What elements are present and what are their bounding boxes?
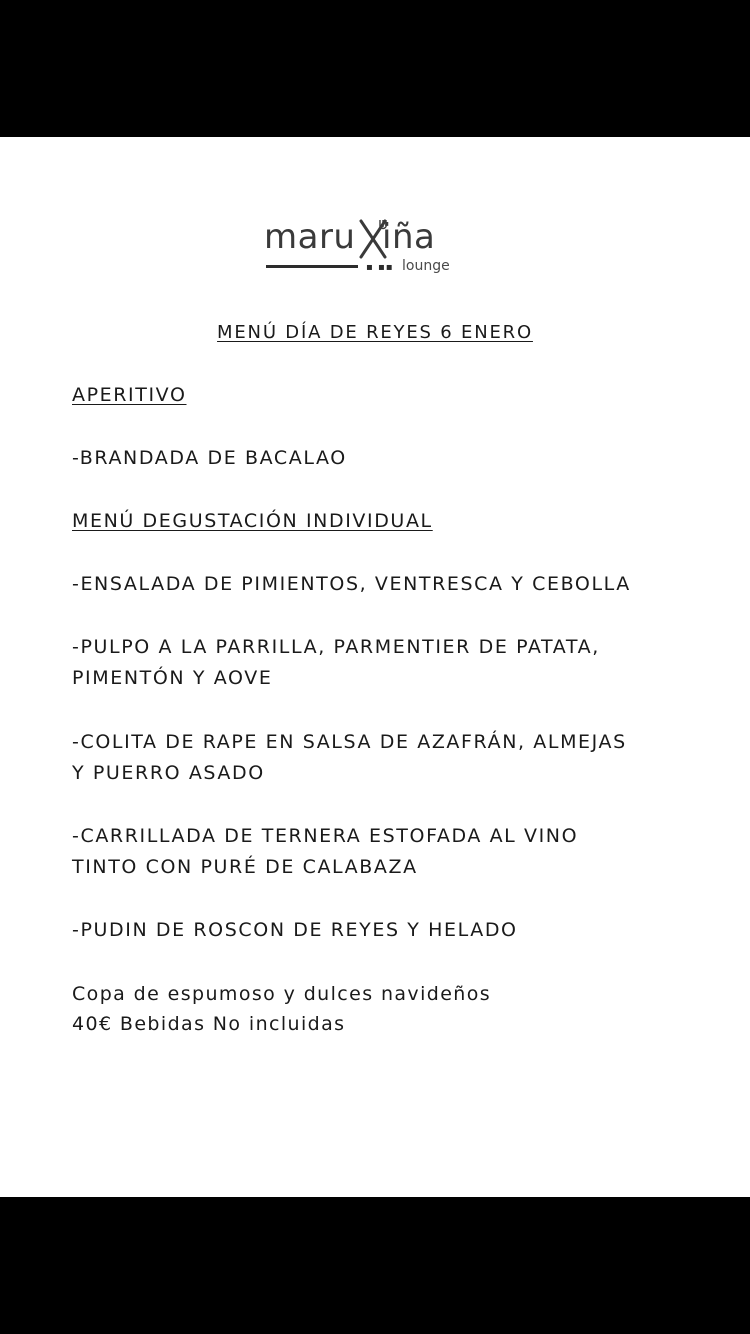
top-black-bar bbox=[0, 0, 750, 137]
bottom-black-bar bbox=[0, 1197, 750, 1334]
menu-item-continued: Y PUERRO ASADO bbox=[72, 762, 265, 784]
menu-title: MENÚ DÍA DE REYES 6 ENERO bbox=[217, 322, 533, 343]
menu-item: -PUDIN DE ROSCON DE REYES Y HELADO bbox=[72, 919, 518, 941]
menu-item-continued: TINTO CON PURÉ DE CALABAZA bbox=[72, 856, 418, 878]
restaurant-logo bbox=[262, 215, 462, 279]
logo-underline bbox=[266, 265, 358, 268]
menu-item: -ENSALADA DE PIMIENTOS, VENTRESCA Y CEBOLLA bbox=[72, 573, 631, 595]
menu-item: -COLITA DE RAPE EN SALSA DE AZAFRÁN, ALMEJAS bbox=[72, 731, 627, 753]
logo-word-right: iña bbox=[382, 217, 436, 257]
logo-dots: ▪ ▪▪ bbox=[366, 262, 394, 273]
menu-item: -CARRILLADA DE TERNERA ESTOFADA AL VINO bbox=[72, 825, 579, 847]
menu-item: -PULPO A LA PARRILLA, PARMENTIER DE PATATA, bbox=[72, 636, 600, 658]
footer-note-price: 40€ Bebidas No incluidas bbox=[72, 1013, 346, 1035]
menu-item-continued: PIMENTÓN Y AOVE bbox=[72, 667, 273, 689]
logo-subtitle: lounge bbox=[402, 258, 450, 274]
logo-word-left: maru bbox=[264, 217, 356, 257]
section-heading-aperitivo: APERITIVO bbox=[72, 384, 187, 406]
menu-item: -BRANDADA DE BACALAO bbox=[72, 447, 347, 469]
section-heading-degustacion: MENÚ DEGUSTACIÓN INDIVIDUAL bbox=[72, 510, 433, 532]
menu-page bbox=[0, 137, 750, 1197]
footer-note-drinks: Copa de espumoso y dulces navideños bbox=[72, 983, 492, 1005]
